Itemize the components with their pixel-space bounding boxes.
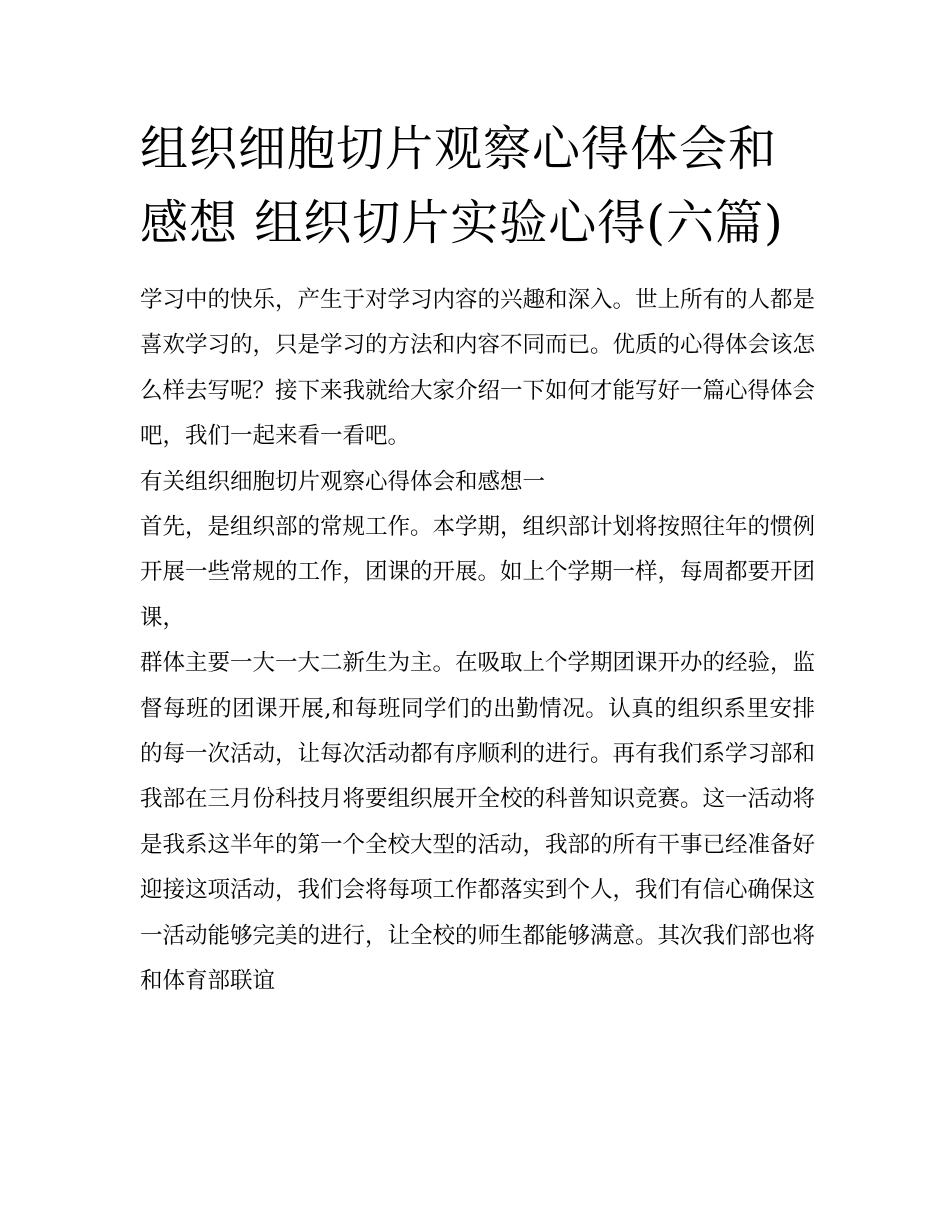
body-paragraph: 群体主要一大一大二新生为主。在吸取上个学期团课开办的经验，监督每班的团课开展,和每班同学们的出勤情况。认真的组织系里安排的每一次活动，让每次活动都有序顺利的进行。再有我们系学习部和我部在三月份科技月将要组织展开全校的科普知识竞赛。这一活动将是我系这半年的第一个全校大型的活动，我部的所有干事已经准备好迎接这项活动，我们会将每项工作都落实到个人，我们有信心确保这一活动能够完美的进行，让全校的师生都能够满意。其次我们部也将和体育部联谊 <box>140 650 816 995</box>
section-heading: 有关组织细胞切片观察心得体会和感想一 <box>140 468 546 495</box>
document-body <box>140 278 815 1005</box>
intro-paragraph: 学习中的快乐，产生于对学习内容的兴趣和深入。世上所有的人都是喜欢学习的，只是学习的方法和内容不同而已。优质的心得体会该怎么样去写呢？接下来我就给大家介绍一下如何才能写好一篇心得体会吧，我们一起来看一看吧。 <box>140 287 816 450</box>
body-paragraph: 首先，是组织部的常规工作。本学期，组织部计划将按照往年的惯例开展一些常规的工作，团课的开展。如上个学期一样，每周都要开团课， <box>140 514 816 631</box>
document-title: 组织细胞切片观察心得体会和感想 组织切片实验心得(六篇) <box>140 121 784 251</box>
